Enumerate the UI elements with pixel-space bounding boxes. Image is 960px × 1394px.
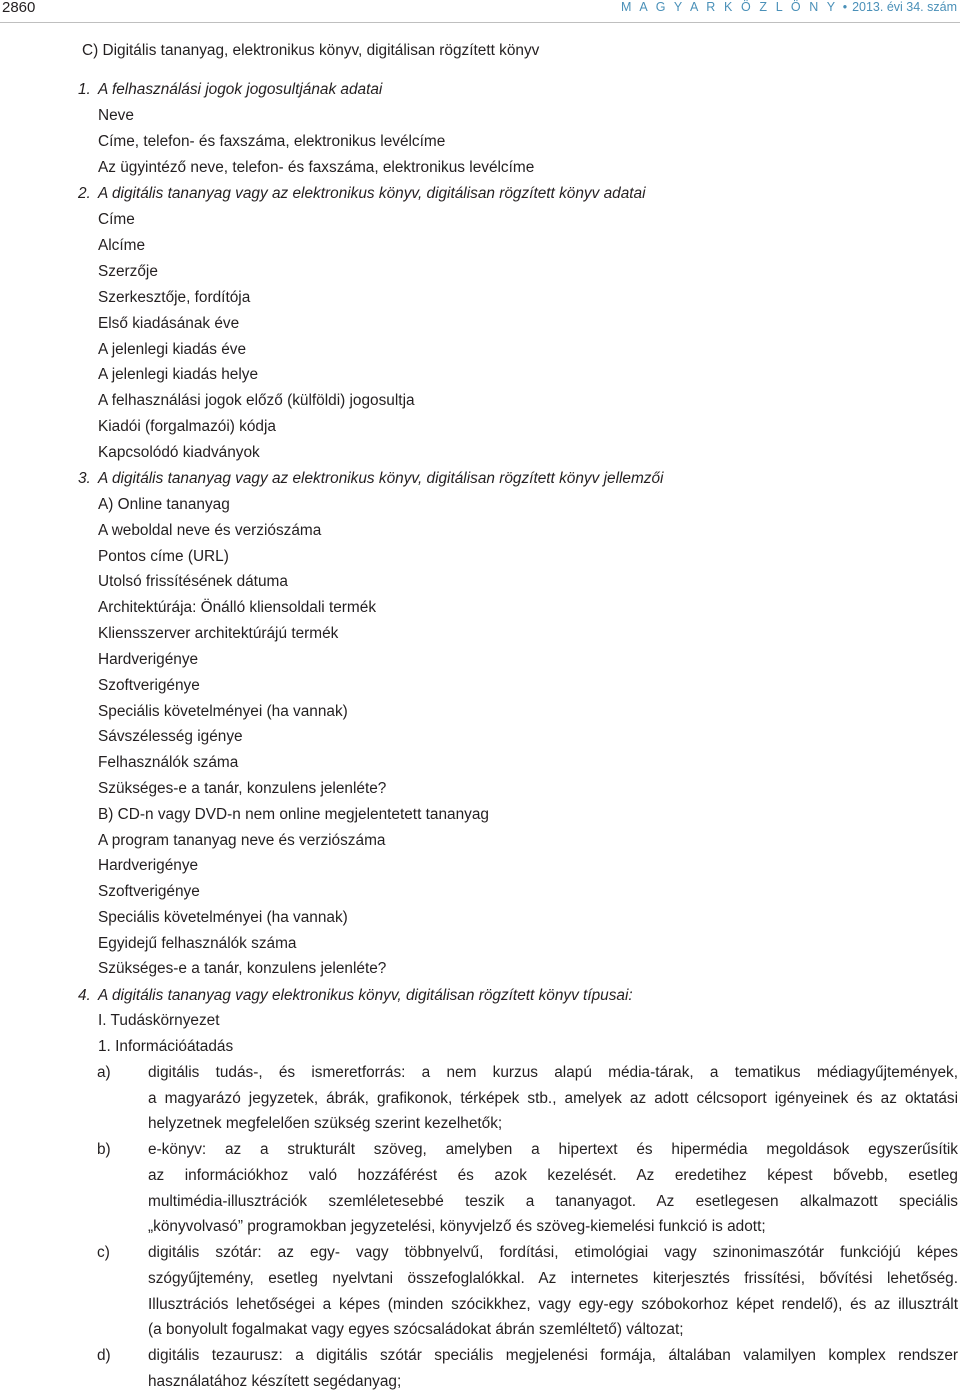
item-line: Kiadói (forgalmazói) kódja	[98, 418, 276, 435]
item-line: Egyidejű felhasználók száma	[98, 935, 297, 952]
subitem-line: a magyarázó jegyzetek, ábrák, grafikonok, térképek stb., amelyek az adott célcsoport igényeinek és az oktatási	[148, 1090, 958, 1107]
item-line: Szerzője	[98, 263, 158, 280]
item-number: 2.	[78, 185, 91, 202]
item-line: Alcíme	[98, 237, 146, 254]
subitem-line: „könyvolvasó” programokban jegyzetelési, könyvjelző és szöveg-kiemelési funkció is adott;	[148, 1218, 766, 1235]
item-title: A digitális tananyag vagy elektronikus könyv, digitálisan rögzített könyv típusai:	[98, 987, 633, 1004]
item-title: A digitális tananyag vagy az elektronikus könyv, digitálisan rögzített könyv jellemzői	[98, 470, 664, 487]
item-number: 3.	[78, 470, 91, 487]
page-header	[0, 0, 960, 18]
subitem-line: digitális tudás-, és ismeretforrás: a nem kurzus alapú média-tárak, a tematikus médiagyűjtemények,	[148, 1064, 958, 1081]
item-title: A digitális tananyag vagy az elektronikus könyv, digitálisan rögzített könyv adatai	[98, 185, 646, 202]
item-line: B) CD-n vagy DVD-n nem online megjelentetett tananyag	[98, 806, 489, 823]
item-line: Címe, telefon- és faxszáma, elektronikus levélcíme	[98, 133, 446, 150]
subitem-line: szógyűjtemény, esetleg nyelvtani összefoglalókkal. Az internetes kiterjesztés frissítési, bővítési lehetőség.	[148, 1270, 958, 1287]
item-line: A jelenlegi kiadás helye	[98, 366, 259, 383]
item-line: Hardverigénye	[98, 857, 199, 874]
subitem-line: (a bonyolult fogalmakat vagy egyes szócsaládokat ábrán szemléltető) változat;	[148, 1321, 684, 1338]
item-line: Az ügyintéző neve, telefon- és faxszáma, elektronikus levélcíme	[98, 159, 535, 176]
item-line: Szerkesztője, fordítója	[98, 289, 251, 306]
issue-label: 2013. évi 34. szám	[852, 0, 957, 14]
item-line: Címe	[98, 211, 135, 228]
item-line: Sávszélesség igénye	[98, 728, 243, 745]
subitem-line: Illusztrációs lehetőségei a képes (minden szócikkhez, vagy egy-egy szóbokorhoz képet rendelő), és az illusztrált	[148, 1296, 958, 1313]
subitem-line: az információkhoz való hozzáférést és azok kezelését. Az eredetihez képest bővebb, esetleg	[148, 1167, 958, 1184]
item-line: Kapcsolódó kiadványok	[98, 444, 260, 461]
item-line: A program tananyag neve és verziószáma	[98, 832, 386, 849]
item-line: Speciális követelményei (ha vannak)	[98, 909, 348, 926]
subitem-label: c)	[97, 1244, 110, 1261]
item-line: Utolsó frissítésének dátuma	[98, 573, 288, 590]
subitem-line: használatához készített segédanyag;	[148, 1373, 402, 1390]
item-line: A jelenlegi kiadás éve	[98, 341, 247, 358]
item-line: Architektúrája: Önálló kliensoldali termék	[98, 599, 377, 616]
item-line: Szoftverigénye	[98, 677, 200, 694]
page-number: 2860	[2, 0, 36, 16]
item-line: Szükséges-e a tanár, konzulens jelenléte?	[98, 780, 387, 797]
item-line: Szoftverigénye	[98, 883, 200, 900]
item-line: 1. Információátadás	[98, 1038, 234, 1055]
section-title: C) Digitális tananyag, elektronikus könyv, digitálisan rögzített könyv	[82, 42, 540, 59]
subitem-line: helyzetnek megfelelően szükség szerint kezelhetők;	[148, 1115, 503, 1132]
item-line: Első kiadásának éve	[98, 315, 240, 332]
item-line: Szükséges-e a tanár, konzulens jelenléte?	[98, 960, 387, 977]
item-line: Speciális követelményei (ha vannak)	[98, 703, 348, 720]
subitem-line: multimédia-illusztrációk szemléletesebbé teszik a tananyagot. Az esetlegesen alkalmazott speciális	[148, 1193, 958, 1210]
subitem-label: a)	[97, 1064, 111, 1081]
item-title: A felhasználási jogok jogosultjának adatai	[98, 81, 383, 98]
item-line: Pontos címe (URL)	[98, 548, 229, 565]
journal-title: M A G Y A R K Ö Z L Ö N Y	[621, 0, 838, 14]
subitem-label: b)	[97, 1141, 111, 1158]
item-line: A felhasználási jogok előző (külföldi) jogosultja	[98, 392, 415, 409]
item-line: I. Tudáskörnyezet	[98, 1012, 220, 1029]
item-line: Kliensszerver architektúrájú termék	[98, 625, 339, 642]
subitem-line: e-könyv: az a strukturált szöveg, amelyben a hipertext és hipermédia megoldások egyszerűsítik	[148, 1141, 958, 1158]
bullet-separator: •	[842, 0, 848, 14]
item-number: 4.	[78, 987, 91, 1004]
item-line: A weboldal neve és verziószáma	[98, 522, 322, 539]
item-line: Neve	[98, 107, 134, 124]
journal-reference	[621, 0, 957, 14]
subitem-label: d)	[97, 1347, 111, 1364]
item-line: A) Online tananyag	[98, 496, 230, 513]
subitem-line: digitális szótár: az egy- vagy többnyelvű, fordítási, etimológiai vagy szinonimaszótár funkciójú képes	[148, 1244, 958, 1261]
subitem-line: digitális tezaurusz: a digitális szótár speciális megjelenési formája, általában valamilyen komplex rendszer	[148, 1347, 958, 1364]
item-line: Felhasználók száma	[98, 754, 239, 771]
item-number: 1.	[78, 81, 91, 98]
item-line: Hardverigénye	[98, 651, 199, 668]
header-rule	[0, 22, 960, 23]
